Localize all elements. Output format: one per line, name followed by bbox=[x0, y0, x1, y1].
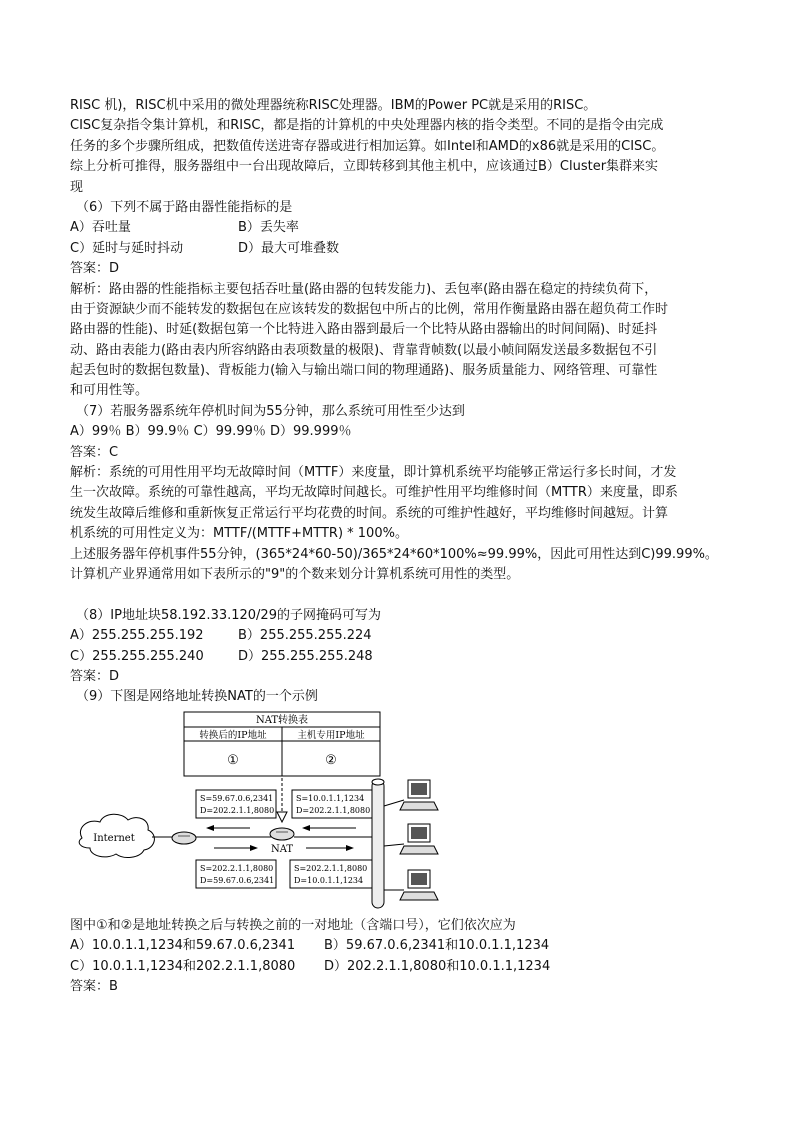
options-line: A）99％ B）99.9％ C）99.99％ D）99.999％ bbox=[70, 424, 352, 440]
flow-arrow-left-icon bbox=[302, 825, 310, 831]
question-text: （8）IP地址块58.192.33.120/29的子网掩码可写为 bbox=[76, 607, 381, 623]
analysis-line: 和可用性等。 bbox=[70, 383, 149, 399]
nat-table-cell2: ② bbox=[325, 752, 337, 768]
option-b: B）59.67.0.6,2341和10.0.1.1,1234 bbox=[324, 938, 550, 954]
nat-table-cell1: ① bbox=[227, 752, 239, 768]
packet-top-right-dst: D=202.2.1.1,8080 bbox=[296, 805, 371, 815]
option-a: A）吞吐量 bbox=[70, 220, 131, 236]
document-page bbox=[70, 96, 720, 997]
nat-diagram bbox=[74, 710, 450, 912]
option-a: A）10.0.1.1,1234和59.67.0.6,2341 bbox=[70, 938, 296, 954]
packet-top-left-dst: D=202.2.1.1,8080 bbox=[200, 805, 275, 815]
option-row bbox=[70, 626, 720, 646]
option-d: D）最大可堆叠数 bbox=[238, 240, 340, 256]
router-left-icon bbox=[172, 832, 196, 844]
host-link-line bbox=[384, 800, 404, 806]
packet-bottom-right-dst: D=10.0.1.1,1234 bbox=[294, 875, 364, 885]
packet-bottom-left-src: S=202.2.1.1,8080 bbox=[200, 863, 274, 873]
nat-table-col1-header: 转换后的IP地址 bbox=[199, 729, 267, 741]
option-row bbox=[70, 218, 720, 238]
analysis-line: 解析：路由器的性能指标主要包括吞吐量(路由器的包转发能力)、丢包率(路由器在稳定的持续负荷下， bbox=[70, 281, 658, 297]
answer-text: 答案：D bbox=[70, 668, 120, 684]
packet-bottom-left-dst: D=59.67.0.6,2341 bbox=[200, 875, 275, 885]
analysis-line: 解析：系统的可用性用平均无故障时间（MTTF）来度量，即计算机系统平均能够正常运行多长时间，才发 bbox=[70, 465, 677, 481]
analysis-line: 生一次故障。系统的可靠性越高，平均无故障时间越长。可维护性用平均维修时间（MTTR）来度量，即系 bbox=[70, 485, 678, 501]
analysis-line: 机系统的可用性定义为：MTTF/(MTTF+MTTR) * 100%。 bbox=[70, 526, 408, 542]
question-text: （6）下列不属于路由器性能指标的是 bbox=[76, 199, 293, 215]
option-a: A）255.255.255.192 bbox=[70, 628, 204, 644]
nat-label: NAT bbox=[270, 843, 294, 855]
option-b: B）255.255.255.224 bbox=[238, 628, 372, 644]
spacer bbox=[70, 585, 720, 605]
nat-link-arrow-icon bbox=[277, 812, 287, 822]
packet-top-left-src: S=59.67.0.6,2341 bbox=[200, 793, 274, 803]
nat-table-col2-header: 主机专用IP地址 bbox=[297, 729, 365, 741]
answer-text: 答案：D bbox=[70, 261, 120, 277]
text-line: RISC 机)，RISC机中采用的微处理器统称RISC处理器。IBM的Power PC就是采用的RISC。 bbox=[70, 98, 597, 113]
host-computer-icon bbox=[400, 824, 438, 854]
option-row bbox=[70, 239, 720, 259]
analysis-line: 由于资源缺少而不能转发的数据包在应该转发的数据包中所占的比例，常用作衡量路由器在超负荷工作时 bbox=[70, 301, 669, 317]
question-text: （7）若服务器系统年停机时间为55分钟，那么系统可用性至少达到 bbox=[76, 403, 465, 419]
option-d: D）255.255.255.248 bbox=[238, 648, 373, 664]
switch-backbone-icon bbox=[372, 780, 384, 908]
analysis-line: 路由器的性能)、时延(数据包第一个比特进入路由器到最后一个比特从路由器输出的时间间隔)、时延抖 bbox=[70, 322, 658, 338]
nat-router-icon bbox=[270, 828, 294, 840]
question-9 bbox=[70, 687, 720, 997]
flow-arrow-right-icon bbox=[346, 845, 354, 851]
flow-arrow-left-icon bbox=[206, 825, 214, 831]
analysis-line: 统发生故障后维修和重新恢复正常运行平均花费的时间。系统的可维护性越好，平均维修时间越短。计算 bbox=[70, 505, 669, 521]
flow-arrow-right-icon bbox=[250, 845, 258, 851]
analysis-line: 起丢包时的数据包数量)、背板能力(输入与输出端口间的物理通路)、服务质量能力、网络管理、可靠性 bbox=[70, 363, 658, 379]
internet-label: Internet bbox=[93, 832, 135, 844]
host-computer-icon bbox=[400, 870, 438, 900]
host-computer-icon bbox=[400, 780, 438, 810]
option-c: C）延时与延时抖动 bbox=[70, 240, 184, 256]
switch-top-cap bbox=[372, 779, 384, 785]
option-row bbox=[70, 647, 720, 667]
packet-top-right-src: S=10.0.1.1,1234 bbox=[296, 793, 365, 803]
analysis-line: 动、路由表能力(路由表内所容纳路由表项数量的极限)、背靠背帧数(以最小帧间隔发送最多数据包不引 bbox=[70, 342, 658, 358]
analysis-line: 计算机产业界通常用如下表所示的"9"的个数来划分计算机系统可用性的类型。 bbox=[70, 566, 520, 582]
option-row bbox=[70, 957, 720, 977]
option-c: C）255.255.255.240 bbox=[70, 648, 204, 664]
question-text: （9）下图是网络地址转换NAT的一个示例 bbox=[76, 689, 318, 705]
question-6 bbox=[70, 198, 720, 402]
question-8 bbox=[70, 606, 720, 688]
text-line: 现 bbox=[70, 179, 84, 195]
nat-table-title: NAT转换表 bbox=[255, 714, 309, 726]
option-row bbox=[70, 936, 720, 956]
answer-text: 答案：C bbox=[70, 444, 119, 460]
text-line: CISC复杂指令集计算机，和RISC，都是指的计算机的中央处理器内核的指令类型。不同的是指令由完成 bbox=[70, 118, 664, 134]
host-link-line bbox=[384, 844, 404, 846]
intro-section bbox=[70, 96, 720, 198]
option-c: C）10.0.1.1,1234和202.2.1.1,8080 bbox=[70, 958, 296, 974]
question-7 bbox=[70, 402, 720, 586]
nat-diagram-svg bbox=[74, 710, 450, 912]
option-d: D）202.2.1.1,8080和10.0.1.1,1234 bbox=[324, 958, 551, 974]
option-b: B）丢失率 bbox=[238, 220, 299, 236]
question-stem: 图中①和②是地址转换之后与转换之前的一对地址（含端口号），它们依次应为 bbox=[70, 917, 516, 933]
text-line: 任务的多个步骤所组成，把数值传送进寄存器或进行相加运算。如Intel和AMD的x86就是采用的CISC。 bbox=[70, 138, 665, 154]
packet-bottom-right-src: S=202.2.1.1,8080 bbox=[294, 863, 368, 873]
analysis-line: 上述服务器年停机事件55分钟，(365*24*60-50)/365*24*60*100%≈99.99%，因此可用性达到C)99.99%。 bbox=[70, 546, 718, 562]
answer-text: 答案：B bbox=[70, 978, 118, 994]
text-line: 综上分析可推得，服务器组中一台出现故障后，立即转移到其他主机中，应该通过B）Cluster集群来实 bbox=[70, 159, 659, 175]
